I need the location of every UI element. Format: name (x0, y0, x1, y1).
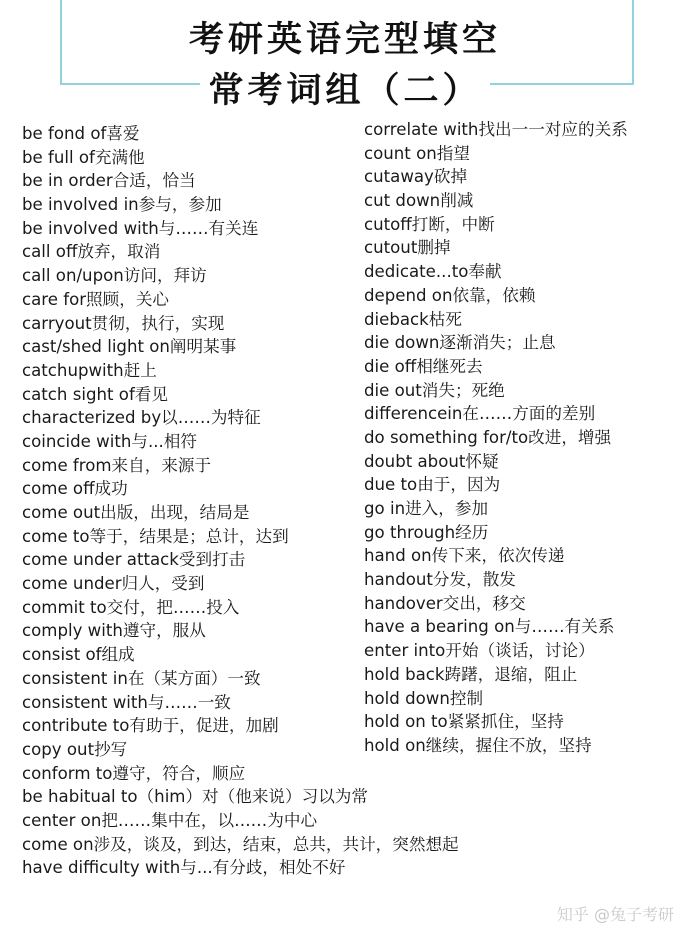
phrase-entry: go through经历 (364, 522, 489, 542)
phrase-entry: consistent with与……一致 (22, 692, 231, 712)
phrase-entry: have difficulty with与...有分歧，相处不好 (22, 858, 346, 878)
phrase-entry: come from来自，来源于 (22, 455, 212, 475)
phrase-entry: center on把……集中在，以……为中心 (22, 810, 318, 830)
phrase-entry: handout分发，散发 (364, 570, 516, 590)
phrase-entry: count on指望 (364, 143, 470, 163)
phrase-entry: go in进入，参加 (364, 499, 489, 518)
phrase-entry: enter into开始（谈话，讨论） (364, 641, 595, 661)
phrase-entry: coincide with与...相符 (22, 431, 197, 451)
phrase-entry: commit to交付，把……投入 (22, 597, 240, 617)
page-title: 考研英语完型填空 (188, 19, 501, 60)
phrase-entry: hand on传下来，依次传递 (364, 546, 565, 566)
phrase-entry: come off成功 (22, 479, 128, 499)
phrase-entry: have a bearing on与……有关系 (364, 617, 615, 637)
phrase-entry: dieback枯死 (364, 309, 462, 329)
phrase-list-right (364, 118, 628, 758)
phrase-entry: cut down削减 (364, 191, 474, 211)
phrase-entry: hold down控制 (364, 688, 484, 708)
phrase-entry: call on/upon访问，拜访 (22, 266, 207, 286)
phrase-entry: copy out抄写 (22, 739, 128, 759)
phrase-entry: die down逐渐消失；止息 (364, 333, 556, 353)
phrase-entry: come under归人，受到 (22, 574, 205, 594)
phrase-entry: cutaway砍掉 (364, 167, 468, 187)
phrase-entry: die off相继死去 (364, 356, 483, 376)
page-subtitle (0, 63, 690, 113)
phrase-entry: come on涉及，谈及，到达，结束，总共，共计，突然想起 (22, 834, 459, 854)
phrase-entry: be habitual to（him）对（他来说）习以为常 (22, 787, 368, 807)
phrase-entry: be full of充满他 (22, 147, 145, 167)
phrase-entry: carryout贯彻，执行，实现 (22, 313, 225, 333)
phrase-entry: hold on to紧紧抓住，坚持 (364, 712, 564, 732)
phrase-entry: be involved in参与，参加 (22, 195, 222, 215)
phrase-entry: conform to遵守，符合，顺应 (22, 763, 246, 783)
phrase-entry: come to等于，结果是；总计，达到 (22, 526, 289, 546)
phrase-entry: cutoff打断，中断 (364, 214, 495, 234)
phrase-entry: consist of组成 (22, 645, 135, 665)
phrase-entry: catchupwith赶上 (22, 360, 157, 380)
phrase-entry: be in order合适，恰当 (22, 171, 196, 191)
phrase-entry: do something for/to改进，增强 (364, 427, 612, 447)
phrase-entry: be involved with与……有关连 (22, 218, 259, 238)
phrase-entry: due to由于，因为 (364, 475, 501, 495)
phrase-entry: contribute to有助于，促进，加剧 (22, 716, 279, 736)
phrase-entry: hold on继续，握住不放，坚持 (364, 735, 592, 755)
watermark: 知乎 @兔子考研 (556, 905, 674, 924)
phrase-entry: come under attack受到打击 (22, 550, 246, 570)
phrase-entry: dedicate...to奉献 (364, 262, 502, 282)
phrase-entry: characterized by以……为特征 (22, 408, 261, 428)
phrase-entry: hold back踌躇，退缩，阻止 (364, 664, 578, 684)
phrase-entry: differencein在……方面的差别 (364, 404, 596, 424)
phrase-entry: come out出版，出现，结局是 (22, 503, 250, 522)
phrase-entry: be fond of喜爱 (22, 124, 140, 143)
phrase-entry: die out消失；死绝 (364, 380, 505, 400)
phrase-entry: consistent in在（某方面）一致 (22, 668, 261, 688)
phrase-entry: call off放弃，取消 (22, 242, 161, 262)
phrase-entry: handover交出，移交 (364, 593, 526, 613)
phrase-entry: care for照顾，关心 (22, 289, 170, 309)
phrase-entry: cast/shed light on阐明某事 (22, 337, 237, 357)
phrase-entry: comply with遵守，服从 (22, 621, 206, 641)
phrase-entry: catch sight of看见 (22, 384, 168, 404)
phrase-entry: doubt about怀疑 (364, 451, 499, 471)
phrase-entry: depend on依靠，依赖 (364, 285, 536, 305)
page-subtitle-text: 常考词组（二） (200, 70, 489, 111)
phrase-entry: correlate with找出一一对应的关系 (364, 120, 628, 139)
phrase-entry: cutout删掉 (364, 238, 451, 258)
